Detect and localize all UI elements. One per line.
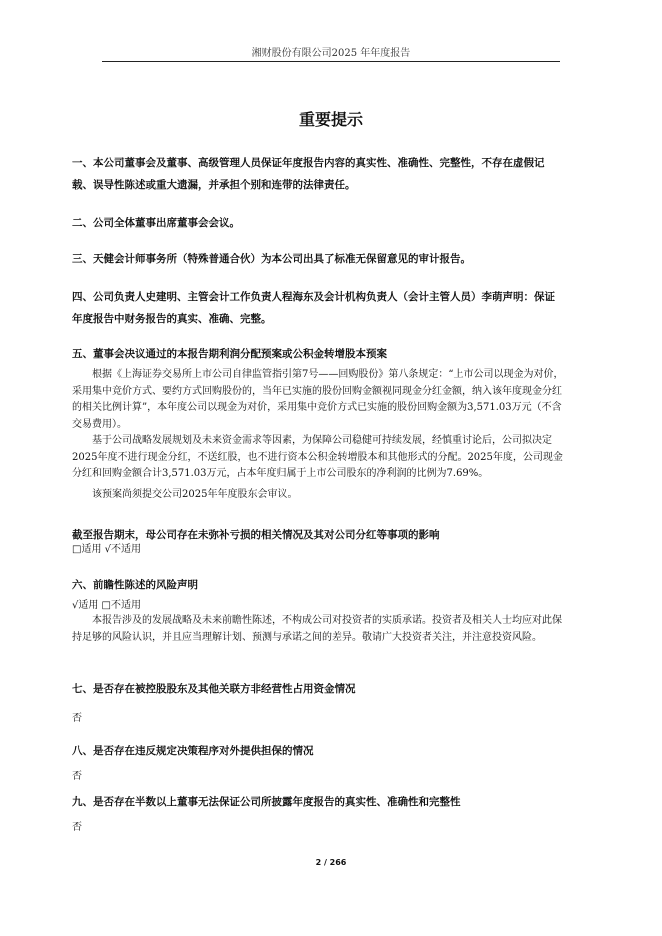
page-title: 重要提示 — [298, 110, 363, 129]
section-4: 四、公司负责人史建明、主管会计工作负责人程海东及会计机构负责人（会计主管人员）李萌声明：保证年度报告中财务报告的真实、准确、完整。 — [72, 291, 555, 325]
section-5-paragraph-3: 该预案尚须提交公司2025年年度股东会审议。 — [92, 489, 298, 500]
section-5-heading: 五、董事会决议通过的本报告期利润分配预案或公积金转增股本预案 — [72, 348, 387, 360]
section-9-answer: 否 — [72, 822, 82, 833]
page-header: 湘财股份有限公司2025 年年度报告 — [251, 48, 411, 59]
section-6-heading: 六、前瞻性陈述的风险声明 — [72, 579, 198, 591]
section-2: 二、公司全体董事出席董事会会议。 — [72, 217, 240, 229]
section-6-options: √适用 □不适用 — [72, 600, 141, 611]
section-7-heading: 七、是否存在被控股股东及其他关联方非经营性占用资金情况 — [72, 683, 356, 695]
section-8-heading: 八、是否存在违反规定决策程序对外提供担保的情况 — [72, 745, 314, 757]
page-number: 2 / 266 — [315, 858, 347, 867]
deficit-options: □适用 √不适用 — [72, 544, 141, 555]
section-7-answer: 否 — [72, 713, 82, 724]
header-rule — [102, 61, 560, 62]
section-9-heading: 九、是否存在半数以上董事无法保证公司所披露年度报告的真实性、准确性和完整性 — [72, 796, 461, 808]
section-3: 三、天健会计师事务所（特殊普通合伙）为本公司出具了标准无保留意见的审计报告。 — [72, 253, 471, 265]
section-6-paragraph: 本报告涉及的发展战略及未来前瞻性陈述，不构成公司对投资者的实质承诺。投资者及相关人士均应对此保持足够的风险认识，并且应当理解计划、预测与承诺之间的差异。敬请广大投资者关注，并注意投资风险。 — [72, 615, 562, 643]
section-1: 一、本公司董事会及董事、高级管理人员保证年度报告内容的真实性、准确性、完整性，不存在虚假记载、误导性陈述或重大遗漏，并承担个别和连带的法律责任。 — [72, 157, 545, 191]
section-5-paragraph-2: 基于公司战略发展规划及未来资金需求等因素，为保障公司稳健可持续发展，经慎重讨论后，公司拟决定2025年度不进行现金分红，不送红股，也不进行资本公积金转增股本和其他形式的分配。2025年度，公司现金分红和回购金额合计3,571.03万元，占本年度归属于上市公司股东的净利润的比例为7.69%。 — [72, 435, 563, 479]
deficit-heading: 截至报告期末，母公司存在未弥补亏损的相关情况及其对公司分红等事项的影响 — [72, 529, 440, 541]
section-8-answer: 否 — [72, 771, 82, 782]
section-5-paragraph-1: 根据《上海证券交易所上市公司自律监管指引第7号——回购股份》第八条规定：“上市公司以现金为对价，采用集中竞价方式、要约方式回购股份的，当年已实施的股份回购金额视同现金分红金额，纳入该年度现金分红的相关比例计算”，本年度公司以现金为对价，采用集中竞价方式已实施的股份回购金额为3,571.03万元（不含交易费用）。 — [72, 369, 564, 430]
